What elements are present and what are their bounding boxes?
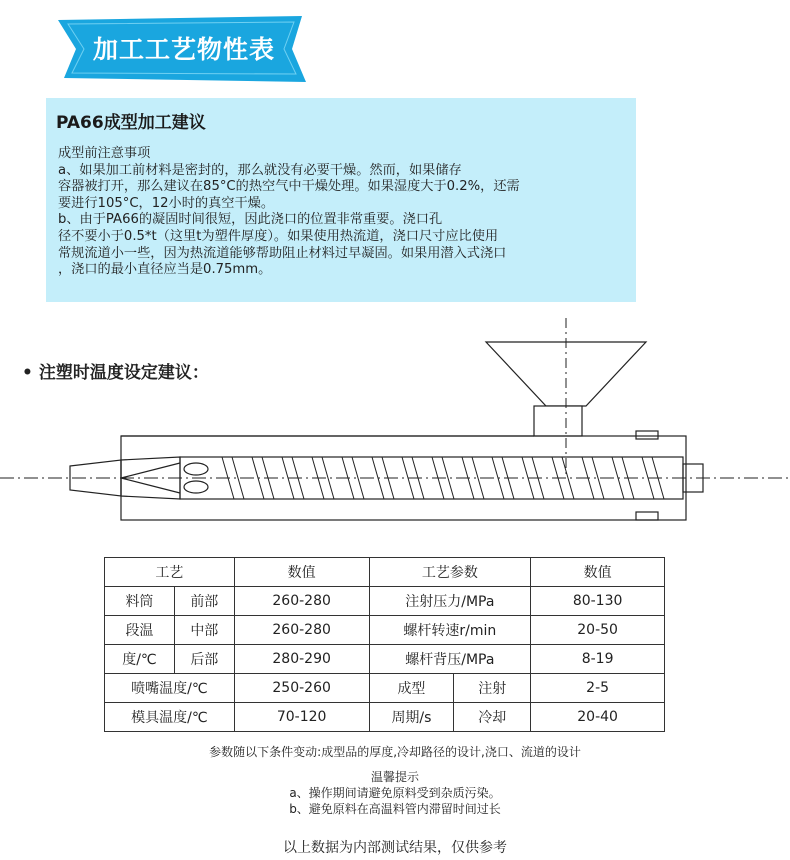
cell: 中部 — [174, 616, 234, 645]
cell: 280-290 — [234, 645, 369, 674]
cell: 注射压力/MPa — [369, 587, 531, 616]
cool-value: 20-40 — [531, 703, 665, 732]
cell: 260-280 — [234, 616, 369, 645]
temperature-heading — [22, 358, 209, 383]
temperature-heading-text: 注塑时温度设定建议： — [38, 363, 209, 383]
tip-a: a、操作期间请避免原料受到杂质污染。 — [289, 786, 501, 800]
molding-advice-box — [46, 98, 636, 302]
cool-label: 冷却 — [454, 703, 531, 732]
conditions-note: 参数随以下条件变动:成型品的厚度,冷却路径的设计,浇口、流道的设计 — [209, 745, 581, 759]
advice-line: 要进行105°C，12小时的真空干燥。 — [58, 195, 275, 211]
advice-body — [58, 146, 628, 279]
table-row — [105, 616, 665, 645]
cycle-label-1: 成型 — [369, 674, 454, 703]
header-process: 工艺 — [105, 558, 235, 587]
title-banner — [58, 16, 306, 82]
tip-b: b、避免原料在高温料管内滞留时间过长 — [289, 802, 501, 816]
advice-line: 容器被打开，那么建议在85°C的热空气中干燥处理。如果湿度大于0.2%，还需 — [58, 179, 520, 195]
table-row — [105, 587, 665, 616]
cell: 前部 — [174, 587, 234, 616]
advice-line: a、如果加工前材料是密封的，那么就没有必要干燥。然而，如果储存 — [58, 162, 462, 178]
cell: 螺杆转速r/min — [369, 616, 531, 645]
disclaimer: 以上数据为内部测试结果，仅供参考 — [283, 840, 507, 856]
advice-line: b、由于PA66的凝固时间很短，因此浇口的位置非常重要。浇口孔 — [58, 212, 443, 228]
hopper-throat — [534, 406, 582, 436]
cell: 螺杆背压/MPa — [369, 645, 531, 674]
table-header-row — [105, 558, 665, 587]
advice-line: 径不要小于0.5*t（这里t为塑件厚度）。如果使用热流道，浇口尺寸应比使用 — [58, 228, 499, 244]
table-row — [105, 674, 665, 703]
table-row — [105, 645, 665, 674]
advice-title: PA66成型加工建议 — [56, 113, 206, 133]
cell: 料筒 — [105, 587, 175, 616]
cell: 段温 — [105, 616, 175, 645]
cell: 20-50 — [531, 616, 665, 645]
header-param: 工艺参数 — [369, 558, 531, 587]
cell: 后部 — [174, 645, 234, 674]
cell: 80-130 — [531, 587, 665, 616]
process-parameter-table — [104, 557, 665, 732]
banner-title: 加工工艺物性表 — [92, 35, 275, 64]
cell: 度/℃ — [105, 645, 175, 674]
reminder-title: 温馨提示 — [370, 770, 419, 784]
injection-machine-diagram — [0, 318, 790, 540]
advice-subtitle: 成型前注意事项 — [58, 146, 151, 161]
header-value2: 数值 — [531, 558, 665, 587]
table-row — [105, 703, 665, 732]
mold-temp-label: 模具温度/℃ — [105, 703, 235, 732]
advice-line: 常规流道小一些，因为热流道能够帮助阻止材料过早凝固。如果用潜入式浇口 — [58, 245, 507, 261]
slot-bottom — [636, 512, 658, 520]
cycle-label-2: 周期/s — [369, 703, 454, 732]
bullet: • — [22, 363, 33, 383]
cell: 8-19 — [531, 645, 665, 674]
nozzle-temp-label: 喷嘴温度/℃ — [105, 674, 235, 703]
mold-temp-value: 70-120 — [234, 703, 369, 732]
inject-value: 2-5 — [531, 674, 665, 703]
slot-top — [636, 431, 658, 439]
header-value: 数值 — [234, 558, 369, 587]
nozzle-temp-value: 250-260 — [234, 674, 369, 703]
advice-line: ，浇口的最小直径应当是0.75mm。 — [58, 262, 272, 278]
screw-tip — [184, 463, 208, 475]
cell: 260-280 — [234, 587, 369, 616]
inject-label: 注射 — [454, 674, 531, 703]
